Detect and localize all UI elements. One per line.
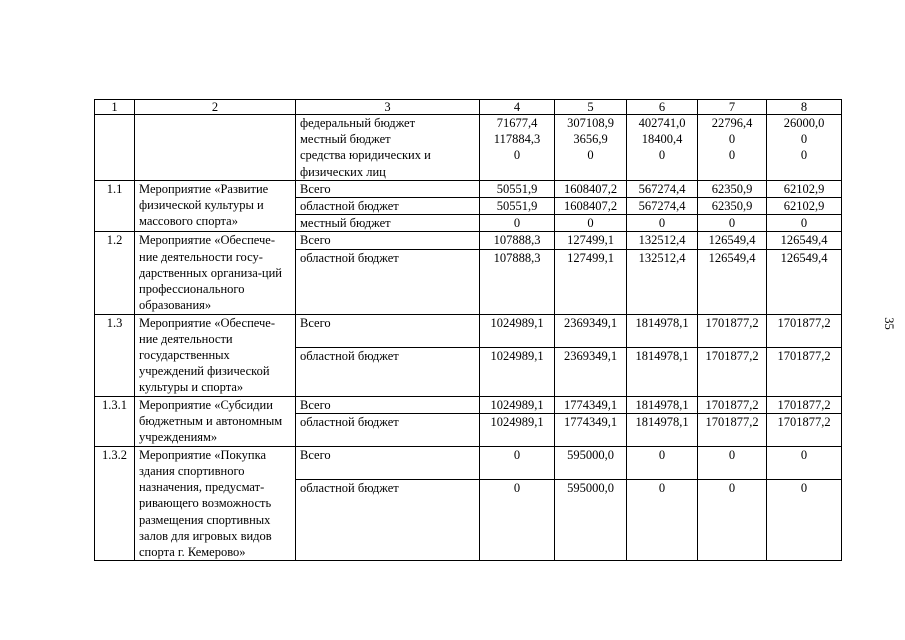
value-cell: 2369349,1 (555, 347, 627, 396)
value: 0 (658, 148, 666, 163)
source-label: местный бюджет (300, 132, 391, 147)
value-cell: 595000,0 (555, 446, 627, 479)
value-cell: 0 (698, 480, 767, 561)
table-row (95, 396, 842, 413)
value-cell (555, 115, 627, 181)
value-cell: 1701877,2 (698, 413, 767, 446)
value-cell: 62102,9 (767, 198, 842, 215)
value-cell: 0 (767, 215, 842, 232)
budget-table (94, 99, 842, 561)
value-cell: 50551,9 (480, 180, 555, 197)
source-cell: Всего (296, 180, 480, 197)
source-cell: областной бюджет (296, 413, 480, 446)
value-cell: 595000,0 (555, 480, 627, 561)
value-cell: 1701877,2 (698, 314, 767, 347)
value-cell: 1701877,2 (767, 396, 842, 413)
value-cell: 62350,9 (698, 198, 767, 215)
value-cell: 132512,4 (627, 249, 698, 314)
value-cell: 1024989,1 (480, 314, 555, 347)
row-number-cell: 1.2 (95, 232, 135, 314)
source-cell (296, 115, 480, 181)
source-cell: областной бюджет (296, 249, 480, 314)
value-cell: 1814978,1 (627, 413, 698, 446)
value: 0 (728, 148, 736, 163)
source-cell: Всего (296, 232, 480, 249)
value-cell: 1814978,1 (627, 396, 698, 413)
value-cell: 1608407,2 (555, 180, 627, 197)
value-cell: 1024989,1 (480, 347, 555, 396)
value: 0 (587, 148, 594, 163)
value-cell (480, 115, 555, 181)
value-cell: 127499,1 (555, 232, 627, 249)
value-cell: 126549,4 (698, 232, 767, 249)
value-cell (627, 115, 698, 181)
value-cell: 2369349,1 (555, 314, 627, 347)
header-cell: 2 (135, 100, 296, 115)
table-row (95, 314, 842, 347)
value-cell: 0 (767, 446, 842, 479)
value-cell: 567274,4 (627, 198, 698, 215)
table-row (95, 180, 842, 197)
header-cell: 8 (767, 100, 842, 115)
value: 18400,4 (641, 132, 683, 147)
header-row (95, 100, 842, 115)
value-cell: 1024989,1 (480, 413, 555, 446)
table-row (95, 232, 842, 249)
header-cell: 6 (627, 100, 698, 115)
value: 3656,9 (573, 132, 608, 147)
value: 22796,4 (711, 116, 753, 130)
value-cell: 1814978,1 (627, 314, 698, 347)
value-cell: 1701877,2 (767, 314, 842, 347)
value: 0 (728, 132, 736, 147)
source-label: средства юридических и физических лиц (300, 148, 431, 179)
value-cell: 0 (627, 480, 698, 561)
row-number-cell: 1.3.1 (95, 396, 135, 446)
value-cell: 1774349,1 (555, 396, 627, 413)
source-cell: местный бюджет (296, 215, 480, 232)
page-number: 35 (881, 317, 896, 330)
row-name-cell (135, 115, 296, 181)
value-cell: 1024989,1 (480, 396, 555, 413)
header-cell: 7 (698, 100, 767, 115)
value-cell: 0 (698, 446, 767, 479)
value: 0 (800, 148, 808, 163)
value-cell: 126549,4 (767, 249, 842, 314)
value-cell: 0 (627, 446, 698, 479)
value-cell: 1701877,2 (698, 347, 767, 396)
row-number-cell: 1.3 (95, 314, 135, 396)
source-label: федеральный бюджет (300, 116, 416, 130)
value-cell: 127499,1 (555, 249, 627, 314)
value: 0 (513, 148, 521, 163)
source-cell: областной бюджет (296, 347, 480, 396)
value-cell: 1701877,2 (767, 347, 842, 396)
row-name-cell: Мероприятие «Развитие физической культуры и массового спорта» (135, 180, 296, 232)
value: 26000,0 (783, 116, 825, 130)
value-cell: 1701877,2 (767, 413, 842, 446)
source-cell: Всего (296, 396, 480, 413)
source-cell: областной бюджет (296, 480, 480, 561)
value-cell: 0 (480, 480, 555, 561)
source-cell: областной бюджет (296, 198, 480, 215)
value-cell: 132512,4 (627, 232, 698, 249)
value-cell: 50551,9 (480, 198, 555, 215)
value-cell: 0 (627, 215, 698, 232)
value-cell: 107888,3 (480, 249, 555, 314)
rows-body (95, 180, 842, 560)
value-cell: 0 (555, 215, 627, 232)
value-cell: 567274,4 (627, 180, 698, 197)
value-cell: 1608407,2 (555, 198, 627, 215)
header-cell: 3 (296, 100, 480, 115)
source-cell: Всего (296, 446, 480, 479)
source-cell: Всего (296, 314, 480, 347)
value-cell: 0 (698, 215, 767, 232)
table-row (95, 446, 842, 479)
value-cell: 107888,3 (480, 232, 555, 249)
value-cell: 126549,4 (767, 232, 842, 249)
value: 117884,3 (493, 132, 541, 147)
row-number-cell (95, 115, 135, 181)
header-cell: 1 (95, 100, 135, 115)
value: 307108,9 (567, 116, 614, 130)
row-name-cell: Мероприятие «Субсидии бюджетным и автономным учреждениям» (135, 396, 296, 446)
row-name-cell: Мероприятие «Обеспече-ние деятельности государственных учреждений физической культуры и спорта» (135, 314, 296, 396)
value-cell: 0 (767, 480, 842, 561)
value: 402741,0 (638, 116, 686, 130)
value-cell: 62350,9 (698, 180, 767, 197)
value-cell: 0 (480, 215, 555, 232)
value-cell: 1774349,1 (555, 413, 627, 446)
value-cell (698, 115, 767, 181)
row-name-cell: Мероприятие «Обеспече-ние деятельности госу-дарственных организа-ций профессионального образования» (135, 232, 296, 314)
value-cell: 126549,4 (698, 249, 767, 314)
value-cell (767, 115, 842, 181)
value: 71677,4 (496, 116, 538, 130)
table-row (95, 115, 842, 181)
row-number-cell: 1.1 (95, 180, 135, 232)
header-cell: 5 (555, 100, 627, 115)
value-cell: 0 (480, 446, 555, 479)
row-name-cell: Мероприятие «Покупка здания спортивного назначения, предусмат-ривающего возможность размещения спортивных залов для игровых видов спорта г. Кемерово» (135, 446, 296, 560)
row-number-cell: 1.3.2 (95, 446, 135, 560)
value-cell: 1814978,1 (627, 347, 698, 396)
header-cell: 4 (480, 100, 555, 115)
value-cell: 62102,9 (767, 180, 842, 197)
value: 0 (800, 132, 808, 147)
value-cell: 1701877,2 (698, 396, 767, 413)
